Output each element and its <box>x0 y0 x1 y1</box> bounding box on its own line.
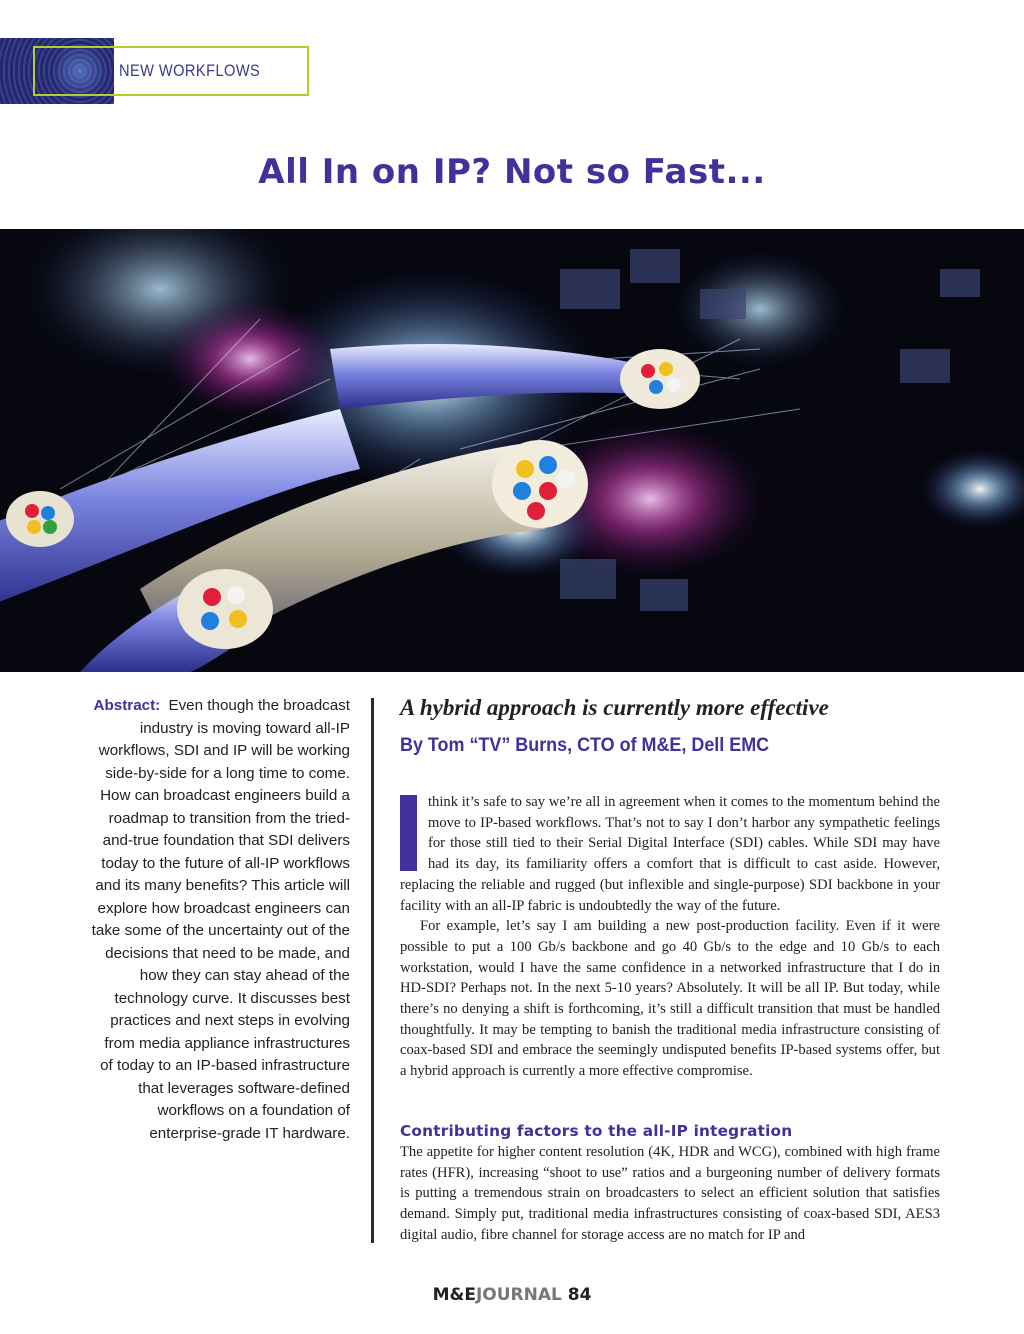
abstract <box>88 695 350 1145</box>
article-subtitle: A hybrid approach is currently more effective <box>400 695 829 720</box>
article-body <box>400 792 940 1082</box>
byline: By Tom “TV” Burns, CTO of M&E, Dell EMC <box>400 734 770 756</box>
journal-brand-name: JOURNAL <box>475 1285 562 1305</box>
page-number: 84 <box>567 1285 592 1305</box>
hero-illustration <box>0 229 1024 672</box>
article-title: All In on IP? Not so Fast... <box>258 152 766 192</box>
section-body <box>400 1142 940 1246</box>
section-label: NEW WORKFLOWS <box>119 61 261 80</box>
body-paragraph: For example, let’s say I am building a new post-production facility. Even if it were possible to put a 100 Gb/s backbone and go 40 Gb/s to the edge and 10 Gb/s to each workstation, would I have the same confidence in a networked infrastructure that I do in HD-SDI? Perhaps not. In the next 5-10 years? Absolutely. It will be all IP. But today, while there’s no denying a shift is forthcoming, it’s still a difficult transition that must be handled thoughtfully. It may be tempting to banish the traditional media infrastructure consisting of coax-based SDI and embrace the seemingly undisputed benefits IP-based systems offer, but a hybrid approach is currently a more effective compromise. <box>400 918 940 1080</box>
page-footer <box>0 1285 1024 1305</box>
column-divider <box>371 698 374 1243</box>
section-heading: Contributing factors to the all-IP integration <box>400 1122 793 1140</box>
fiber-optic-cables-image <box>0 229 1024 672</box>
abstract-label: Abstract: <box>93 697 161 714</box>
drop-cap-i <box>400 795 417 871</box>
section-tab <box>33 46 309 96</box>
body-paragraph: think it’s safe to say we’re all in agreement when it comes to the momentum behind the move to IP-based workflows. That’s not to say I don’t harbor any sympathetic feelings for those still tied to their Serial Digital Interface (SDI) cables. While SDI may have had its day, its familiarity offers a comfort that is difficult to cast aside. However, replacing the reliable and rugged (but inflexible and single-purpose) SDI backbone in your facility with an all-IP fabric is undoubtedly the way of the future. <box>400 794 940 914</box>
body-paragraph: The appetite for higher content resolution (4K, HDR and WCG), combined with high frame rates (HFR), increasing “shoot to use” ratios and a burgeoning number of delivery formats is putting a tremendous strain on broadcasters to select an efficient solution that satisfies demand. Simply put, traditional media infrastructures consisting of coax-based SDI, AES3 digital audio, fibre channel for storage access are no match for IP and <box>400 1144 940 1243</box>
abstract-text: Even though the broadcast industry is moving toward all-IP workflows, SDI and IP will be working side-by-side for a long time to come. How can broadcast engineers build a roadmap to transition from the tried-and-true foundation that SDI delivers today to the future of all-IP workflows and its many benefits? This article will explore how broadcast engineers can take some of the uncertainty out of the decisions that need to be made, and how they can stay ahead of the technology curve. It discusses best practices and next steps in evolving from media appliance infrastructures of today to an IP-based infrastructure that leverages software-defined workflows on a foundation of enterprise-grade IT hardware. <box>91 697 350 1142</box>
journal-brand-me: M&E <box>432 1285 476 1305</box>
